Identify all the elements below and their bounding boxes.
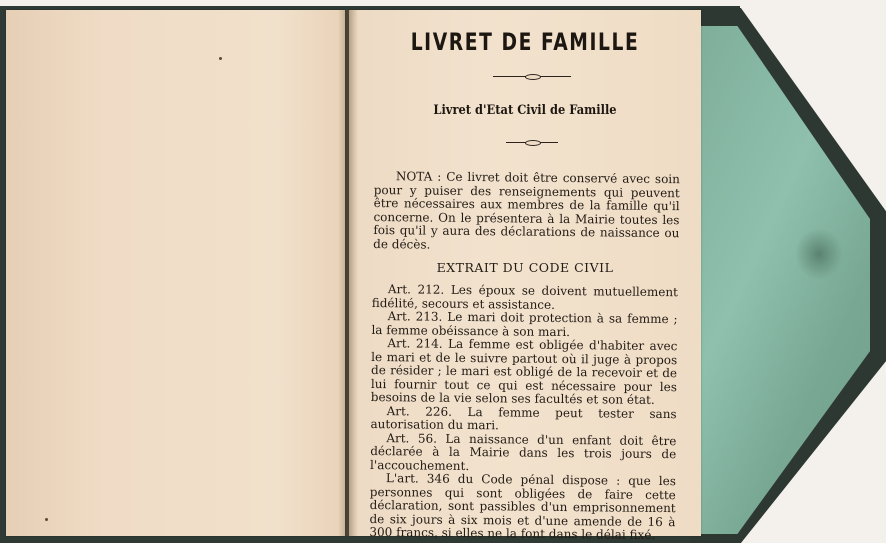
document-subtitle: Livret d'Etat Civil de Famille <box>433 103 617 118</box>
paper-speck <box>45 518 48 521</box>
article-56: Art. 56. La naissance d'un enfant doit être déclarée à la Mairie dans les trois jours de l'accouchement. <box>370 430 677 473</box>
flap-crease <box>795 228 843 280</box>
left-page-blank <box>6 10 345 536</box>
title-ornament <box>493 76 571 77</box>
code-civil-articles <box>369 283 678 543</box>
article-346-penal: L'art. 346 du Code pénal dispose : que les personnes qui sont obligées de faire cette déclaration, sont passibles d'un emprisonnement de six jours à six mois et d'une amende de 16 à 300 francs, si elles ne la font dans le délai fixé. <box>369 471 677 542</box>
cover-flap-lining <box>700 26 870 534</box>
paper-speck <box>219 57 222 60</box>
article-212: Art. 212. Les époux se doivent mutuellement fidélité, secours et assistance. <box>371 282 678 312</box>
article-226: Art. 226. La femme peut tester sans autorisation du mari. <box>370 403 677 433</box>
extract-heading: EXTRAIT DU CODE CIVIL <box>436 260 614 275</box>
article-214: Art. 214. La femme est obligée d'habiter avec le mari et de le suivre partout où il juge à propos de résider ; le mari est obligé de la recevoir et de lui fournir tout ce qui est nécessaire pour les besoins de la vie selon ses facultés et son état. <box>370 336 678 407</box>
nota-paragraph: NOTA : Ce livret doit être conservé avec soin pour y puiser des renseignements qui peuvent être nécessaires aux membres de la famille qu'il concerne. On le présentera à la Mairie toutes les fois qu'il y aura des déclarations de naissance ou de décès. <box>373 169 680 252</box>
document-title: LIVRET DE FAMILLE <box>410 28 640 56</box>
subtitle-ornament <box>506 142 558 143</box>
article-213: Art. 213. Le mari doit protection à sa femme ; la femme obéissance à son mari. <box>371 309 678 339</box>
